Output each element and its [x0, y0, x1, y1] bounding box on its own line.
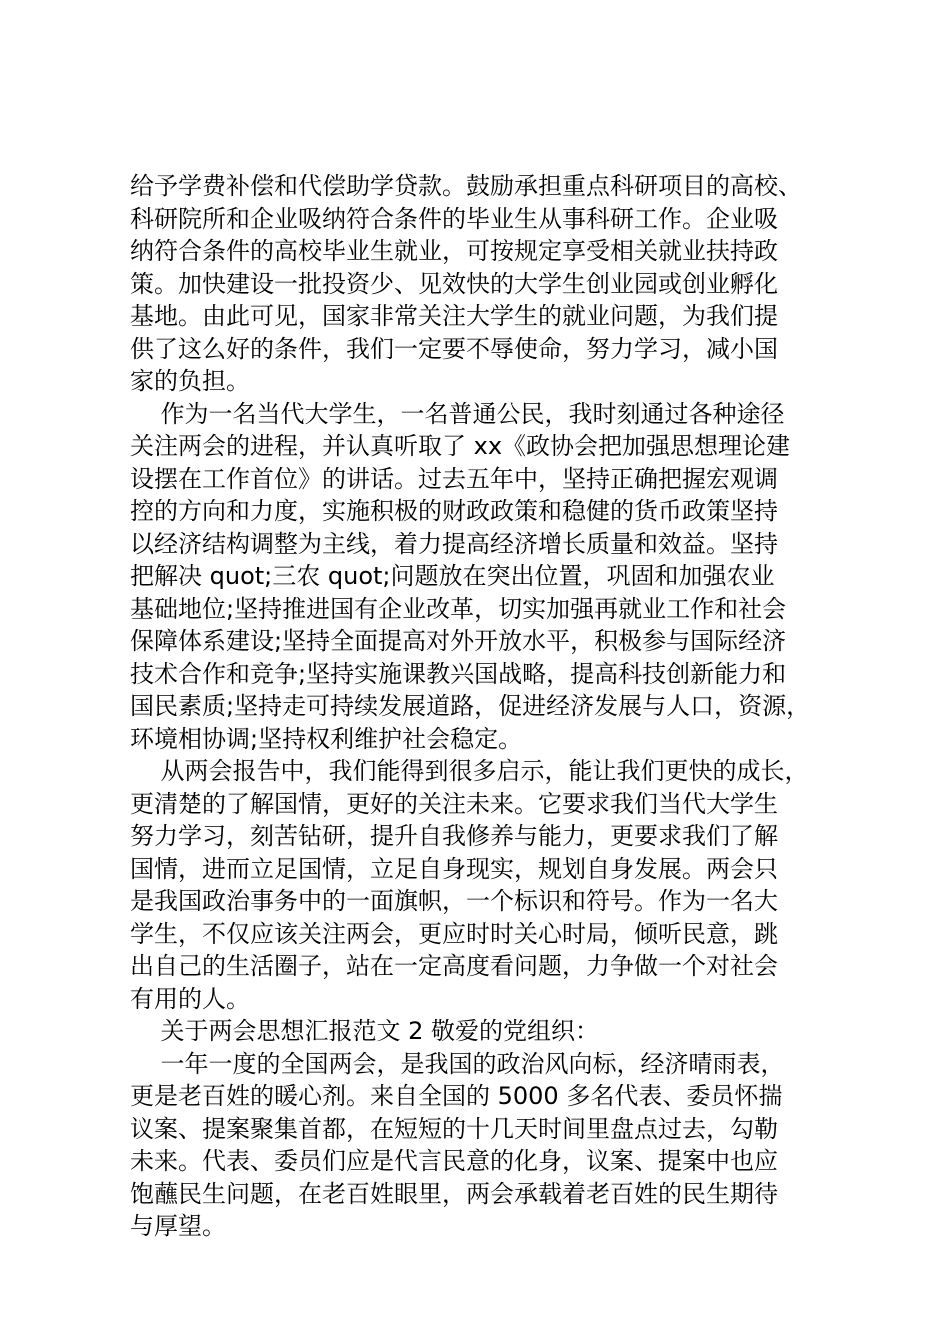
- text-line: 纳符合条件的高校毕业生就业，可按规定享受相关就业扶持政: [130, 237, 778, 265]
- text-line: 努力学习，刻苦钻研，提升自我修养与能力，更要求我们了解: [130, 822, 778, 850]
- text-line: 关于两会思想汇报范文 2 敬爱的党组织：: [130, 1017, 600, 1045]
- text-line: 国情，进而立足国情，立足自身现实，规划自身发展。两会只: [130, 854, 778, 883]
- text-line: 供了这么好的条件，我们一定要不辱使命，努力学习，减小国: [130, 334, 778, 363]
- text-line: 出自己的生活圈子，站在一定高度看问题，力争做一个对社会: [130, 952, 778, 980]
- text-line: 国民素质;坚持走可持续发展道路，促进经济发展与人口，资源，: [130, 692, 811, 720]
- text-line: 把解决 quot;三农 quot;问题放在突出位置，巩固和加强农业: [130, 562, 775, 590]
- text-line: 一年一度的全国两会，是我国的政治风向标，经济晴雨表，: [130, 1049, 785, 1078]
- text-line: 学生，不仅应该关注两会，更应时时关心时局，倾听民意，跳: [130, 919, 778, 948]
- text-line: 饱蘸民生问题，在老百姓眼里，两会承载着老百姓的民生期待: [130, 1179, 778, 1208]
- text-line: 基础地位;坚持推进国有企业改革，切实加强再就业工作和社会: [130, 594, 787, 623]
- text-line: 更清楚的了解国情，更好的关注未来。它要求我们当代大学生: [130, 789, 778, 818]
- text-line: 有用的人。: [130, 984, 250, 1013]
- text-line: 从两会报告中，我们能得到很多启示，能让我们更快的成长，: [130, 757, 809, 785]
- text-line: 环境相协调;坚持权利维护社会稳定。: [130, 724, 523, 753]
- text-line: 保障体系建设;坚持全面提高对外开放水平，积极参与国际经济: [130, 627, 787, 655]
- text-line: 科研院所和企业吸纳符合条件的毕业生从事科研工作。企业吸: [130, 204, 778, 233]
- text-line: 作为一名当代大学生，一名普通公民，我时刻通过各种途径: [130, 399, 785, 428]
- text-line: 议案、提案聚集首都，在短短的十几天时间里盘点过去，勾勒: [130, 1114, 778, 1143]
- text-line: 与厚望。: [130, 1212, 226, 1240]
- text-line: 未来。代表、委员们应是代言民意的化身，议案、提案中也应: [130, 1147, 778, 1175]
- text-line: 控的方向和力度，实施积极的财政政策和稳健的货币政策坚持: [130, 497, 778, 525]
- text-line: 设摆在工作首位》的讲话。过去五年中，坚持正确把握宏观调: [130, 464, 778, 493]
- text-line: 基地。由此可见，国家非常关注大学生的就业问题，为我们提: [130, 302, 778, 330]
- text-line: 是我国政治事务中的一面旗帜，一个标识和符号。作为一名大: [130, 887, 778, 915]
- text-line: 更是老百姓的暖心剂。来自全国的 5000 多名代表、委员怀揣: [130, 1082, 783, 1110]
- text-line: 技术合作和竞争;坚持实施课教兴国战略，提高科技创新能力和: [130, 659, 787, 688]
- text-line: 策。加快建设一批投资少、见效快的大学生创业园或创业孵化: [130, 269, 778, 298]
- text-line: 以经济结构调整为主线，着力提高经济增长质量和效益。坚持: [130, 529, 778, 558]
- text-line: 家的负担。: [130, 367, 250, 395]
- text-line: 给予学费补偿和代偿助学贷款。鼓励承担重点科研项目的高校、: [130, 172, 802, 200]
- body-text: [130, 170, 850, 1243]
- text-line: 关注两会的进程，并认真听取了 xx《政协会把加强思想理论建: [130, 432, 791, 460]
